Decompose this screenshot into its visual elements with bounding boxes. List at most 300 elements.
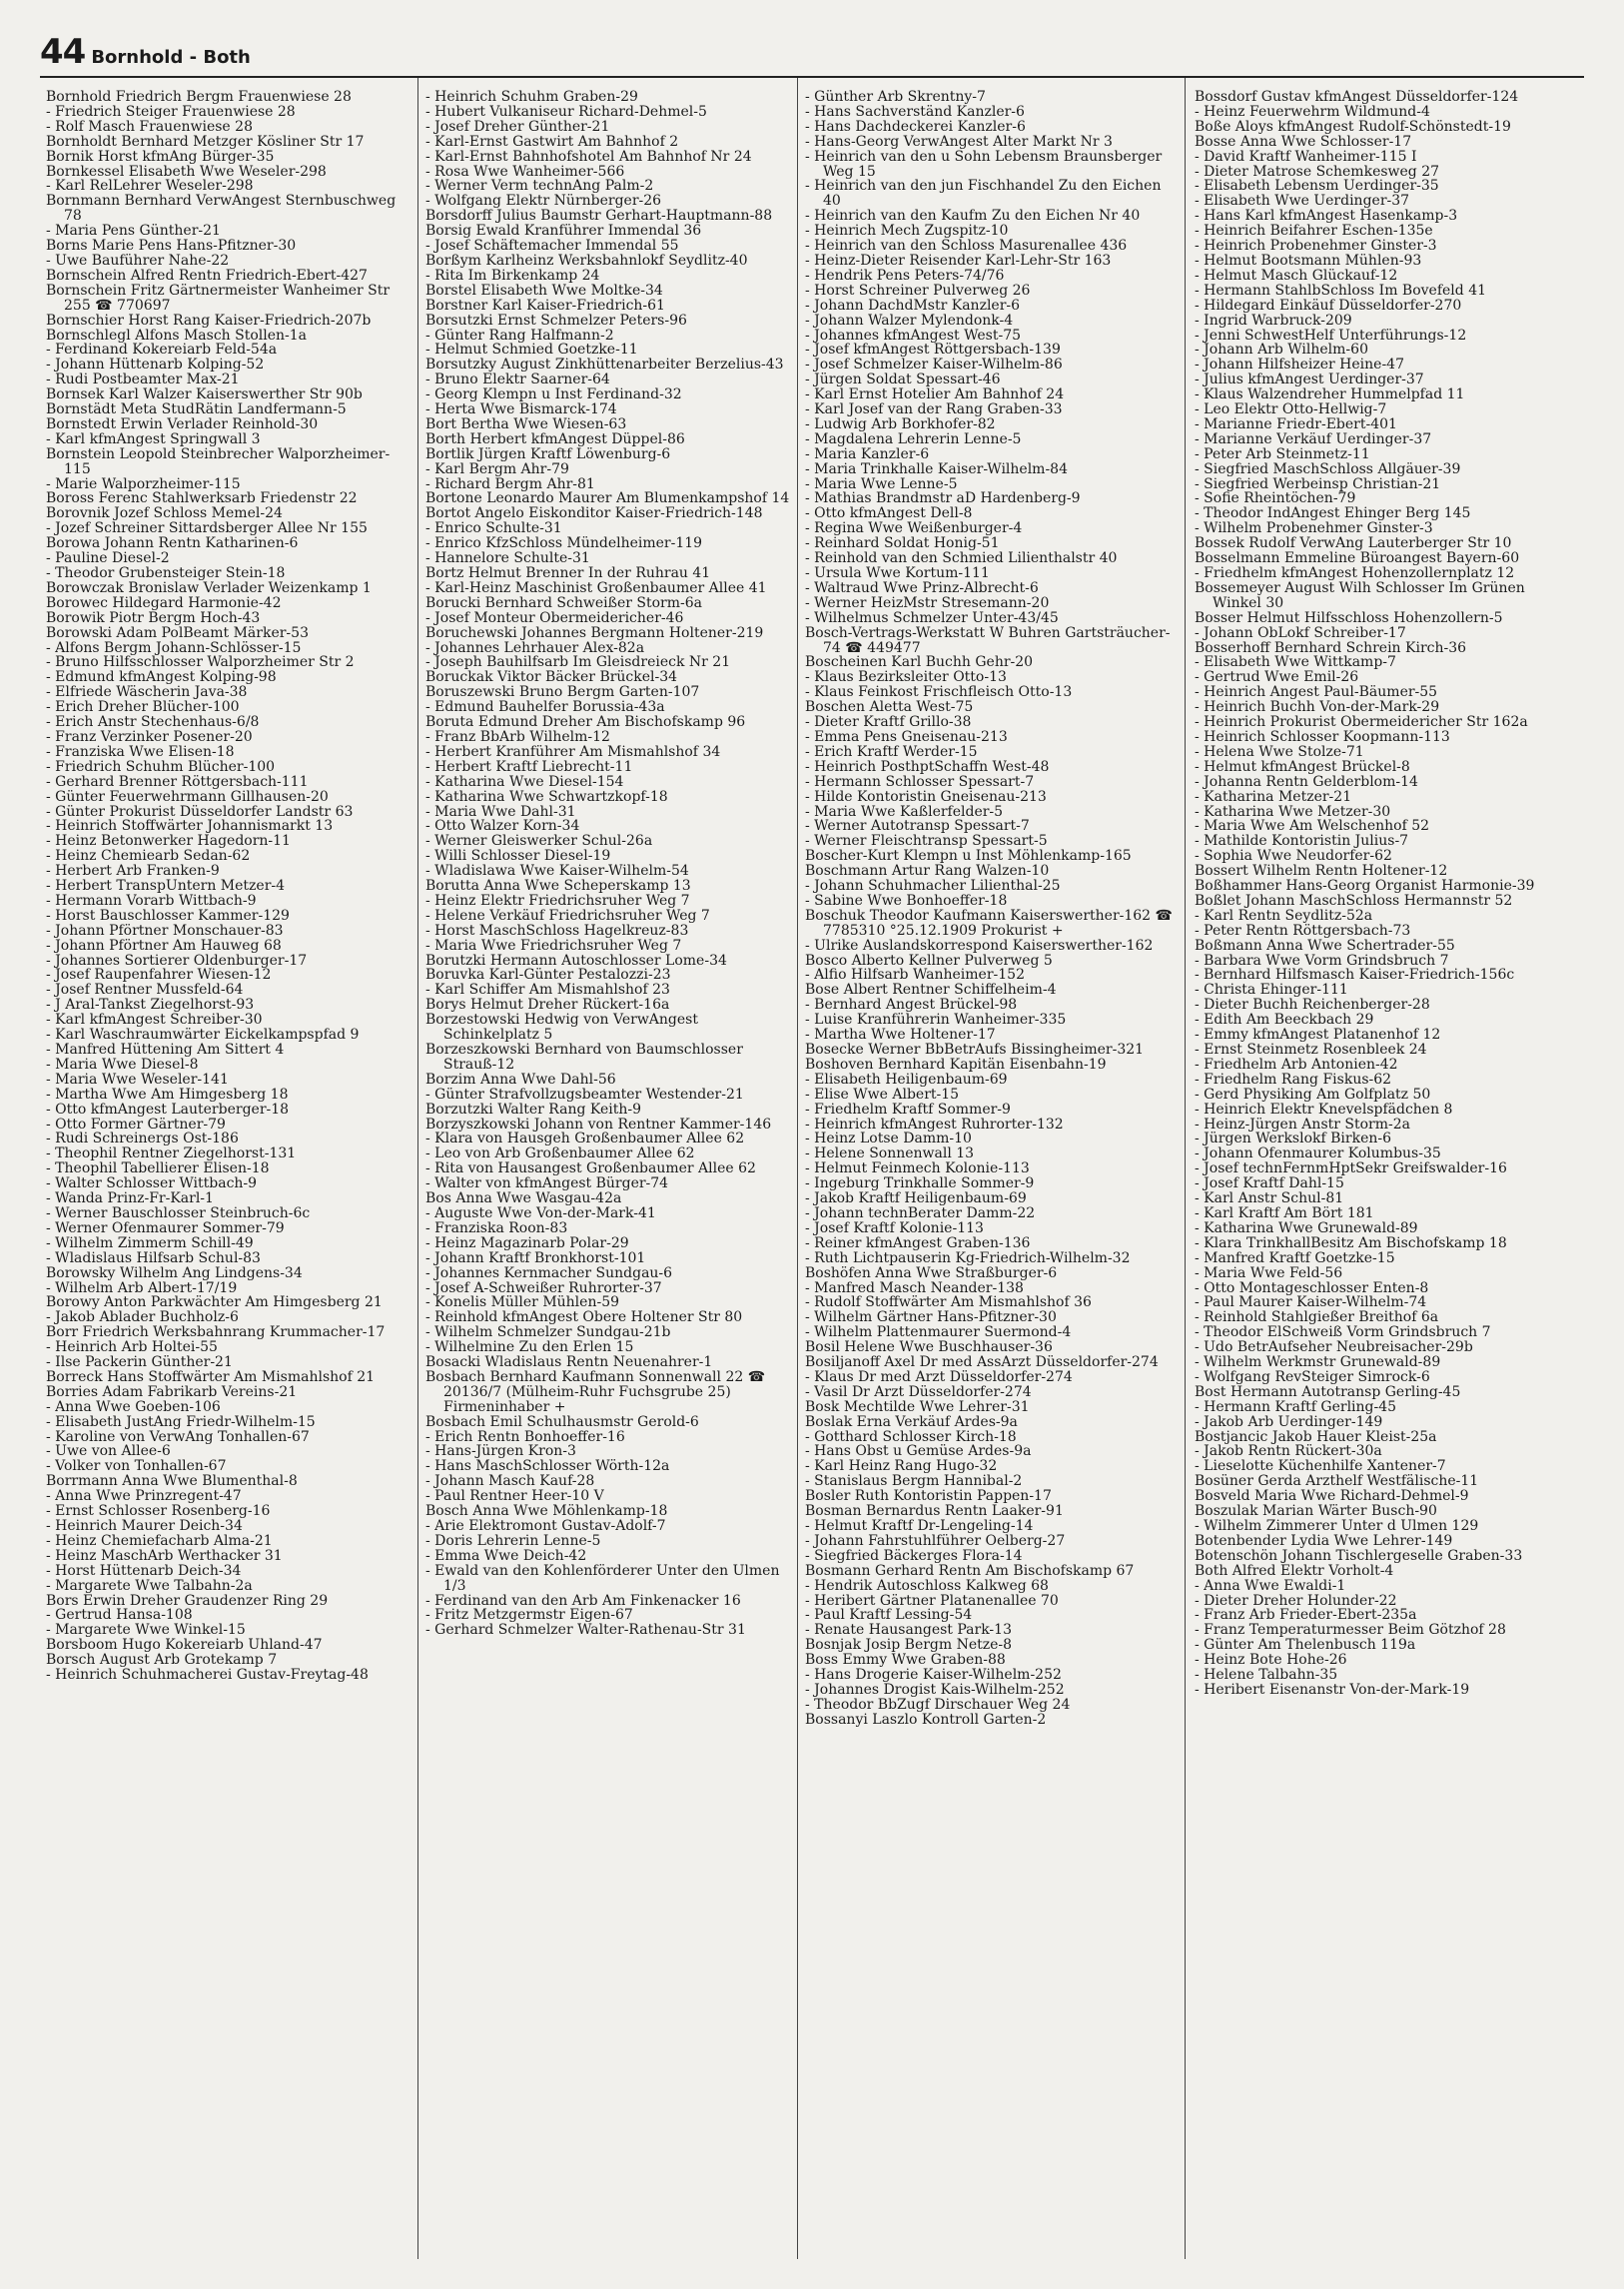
directory-entry: - Hannelore Schulte-31 (425, 550, 590, 567)
directory-entry: Bornstädt Meta StudRätin Landfermann-5 (46, 401, 347, 418)
directory-entry: - Johann Arb Wilhelm-60 (1195, 342, 1368, 359)
directory-entry: Borsch August Arb Grotekamp 7 (46, 1652, 278, 1669)
directory-entry: - Manfred Kraftf Goetzke-15 (1195, 1249, 1395, 1266)
directory-entry: Bosveld Maria Wwe Richard-Dehmel-9 (1195, 1488, 1469, 1505)
directory-entry: - Johann Pförtner Am Hauweg 68 (46, 937, 282, 954)
directory-entry: Boschen Aletta West-75 (805, 699, 974, 716)
directory-entry: - Josef Monteur Obermeidericher-46 (425, 609, 684, 626)
directory-entry: - Werner Verm technAng Palm-2 (425, 178, 654, 195)
directory-entry: - Horst MaschSchloss Hagelkreuz-83 (425, 922, 689, 939)
directory-entry: - Waltraud Wwe Prinz-Albrecht-6 (805, 579, 1039, 596)
directory-entry: - Maria Wwe Diesel-8 (46, 1056, 199, 1073)
directory-entry: - Josef kfmAngest Röttgersbach-139 (805, 342, 1061, 359)
directory-entry: - Erich Kraftf Werder-15 (805, 743, 978, 760)
directory-entry: - Maria Wwe Feld-56 (1195, 1264, 1343, 1281)
directory-entry: - Heinz Lotse Damm-10 (805, 1131, 972, 1147)
directory-entry: - Manfred Masch Neander-138 (805, 1279, 1024, 1296)
directory-entry: Borzyszkowski Johann von Rentner Kammer-146 (425, 1116, 772, 1133)
directory-entry: - Elise Wwe Albert-15 (805, 1086, 960, 1103)
directory-entry: - Erich Rentn Bonhoeffer-16 (425, 1428, 625, 1445)
directory-entry: Borutzki Hermann Autoschlosser Lome-34 (425, 952, 727, 969)
directory-entry: - Heinrich PosthptSchaffn West-48 (805, 758, 1050, 775)
directory-entry: - Marianne Verkäuf Uerdinger-37 (1195, 430, 1432, 447)
directory-entry: - Friedhelm Rang Fiskus-62 (1195, 1071, 1392, 1088)
directory-entry: - Katharina Wwe Grunewald-89 (1195, 1219, 1418, 1236)
directory-entry: - Edmund kfmAngest Kolping-98 (46, 669, 277, 686)
directory-entry: - Otto Montageschlosser Enten-8 (1195, 1279, 1429, 1296)
directory-entry: - Werner Autotransp Spessart-7 (805, 818, 1030, 835)
directory-entry: Boscher-Kurt Klempn u Inst Möhlenkamp-165 (805, 848, 1132, 865)
directory-entry: Borrmann Anna Wwe Blumenthal-8 (46, 1473, 298, 1490)
directory-entry: - Heinrich Elektr Knevelspfädchen 8 (1195, 1101, 1453, 1118)
directory-entry: - Franziska Roon-83 (425, 1219, 568, 1236)
directory-entry: - Franz Temperaturmesser Beim Götzhof 28 (1195, 1622, 1506, 1639)
directory-entry: Bossek Rudolf VerwAng Lauterberger Str 10 (1195, 535, 1512, 552)
directory-entry: Bossanyi Laszlo Kontroll Garten-2 (805, 1711, 1047, 1728)
directory-entry: - Karl Ernst Hotelier Am Bahnhof 24 (805, 386, 1065, 403)
directory-entry: - Luise Kranführerin Wanheimer-335 (805, 1012, 1067, 1029)
directory-entry: - Reiner kfmAngest Graben-136 (805, 1234, 1031, 1251)
directory-entry: - Edmund Bauhelfer Borussia-43a (425, 699, 665, 716)
directory-entry: - Maria Wwe Lenne-5 (805, 475, 958, 492)
directory-entry: - Maria Wwe Dahl-31 (425, 803, 576, 820)
directory-entry: - Johann Kraftf Bronkhorst-101 (425, 1249, 646, 1266)
directory-entry: Boscheinen Karl Buchh Gehr-20 (805, 654, 1034, 671)
directory-entry: - Bruno Elektr Saarner-64 (425, 372, 610, 388)
directory-entry: - Leo von Arb Großenbaumer Allee 62 (425, 1145, 695, 1162)
directory-entry: - Katharina Metzer-21 (1195, 788, 1352, 805)
directory-entry: - Wilhelm Probenehmer Ginster-3 (1195, 520, 1433, 537)
column-divider (797, 78, 798, 2259)
directory-entry: - Josef Rentner Mussfeld-64 (46, 982, 244, 999)
directory-entry: Bose Albert Rentner Schiffelheim-4 (805, 982, 1057, 999)
directory-entry: - Heinz Betonwerker Hagedorn-11 (46, 833, 291, 850)
directory-entry: - Horst Hüttenarb Deich-34 (46, 1562, 242, 1579)
directory-entry: - Bruno Hilfsschlosser Walporzheimer Str 2 (46, 654, 355, 671)
directory-entry: - Herta Wwe Bismarck-174 (425, 401, 617, 418)
directory-entry: - Emma Pens Gneisenau-213 (805, 728, 1008, 745)
directory-entry: - Jakob Kraftf Heiligenbaum-69 (805, 1190, 1027, 1207)
directory-entry: Borowczak Bronislaw Verlader Weizenkamp 1 (46, 579, 372, 596)
directory-entry: - Johann Ofenmaurer Kolumbus-35 (1195, 1145, 1441, 1162)
directory-entry: - Friedrich Steiger Frauenwiese 28 (46, 103, 296, 120)
directory-entry: - Herbert Arb Franken-9 (46, 863, 220, 880)
directory-entry: - Dieter Buchh Reichenberger-28 (1195, 997, 1430, 1014)
directory-entry: - Karl-Ernst Bahnhofshotel Am Bahnhof Nr 24 (425, 148, 752, 165)
directory-entry: - Josef Kraftf Dahl-15 (1195, 1175, 1344, 1192)
directory-entry: - Hendrik Pens Peters-74/76 (805, 267, 1005, 284)
directory-entry: - Marie Walporzheimer-115 (46, 475, 241, 492)
directory-column-3 (805, 90, 1175, 1728)
directory-entry: - Ferdinand van den Arb Am Finkenacker 16 (425, 1592, 741, 1609)
directory-entry: Borreck Hans Stoffwärter Am Mismahlshof 21 (46, 1368, 376, 1385)
directory-entry: - Margarete Wwe Talbahn-2a (46, 1577, 253, 1594)
directory-entry: - Franziska Wwe Elisen-18 (46, 743, 235, 760)
directory-entry: - Otto kfmAngest Lauterberger-18 (46, 1101, 290, 1118)
directory-entry: - Karl-Heinz Maschinist Großenbaumer Allee 41 (425, 579, 767, 596)
directory-entry: - Hildegard Einkäuf Düsseldorfer-270 (1195, 297, 1462, 314)
directory-entry: - Theodor Grubensteiger Stein-18 (46, 565, 286, 581)
directory-entry: Bosk Mechtilde Wwe Lehrer-31 (805, 1398, 1030, 1415)
directory-entry: - Elfriede Wäscherin Java-38 (46, 684, 248, 701)
directory-entry: - Vasil Dr Arzt Düsseldorfer-274 (805, 1383, 1032, 1400)
directory-entry: - Theophil Tabellierer Elisen-18 (46, 1160, 270, 1177)
directory-entry: - Maria Wwe Weseler-141 (46, 1071, 229, 1088)
directory-entry: - Johann ObLokf Schreiber-17 (1195, 624, 1406, 641)
directory-entry: - Auguste Wwe Von-der-Mark-41 (425, 1204, 656, 1221)
directory-entry: - Elisabeth Heiligenbaum-69 (805, 1071, 1008, 1088)
directory-entry: - Leo Elektr Otto-Hellwig-7 (1195, 401, 1387, 418)
directory-entry: - Günther Arb Skrentny-7 (805, 90, 986, 105)
directory-entry: - Regina Wwe Weißenburger-4 (805, 520, 1023, 537)
directory-entry: Boschmann Artur Rang Walzen-10 (805, 863, 1050, 880)
directory-entry: - Jozef Schreiner Sittardsberger Allee Nr 155 (46, 520, 368, 537)
directory-entry: - Reinhold kfmAngest Obere Holtener Str 80 (425, 1309, 743, 1326)
directory-entry: - Friedhelm Kraftf Sommer-9 (805, 1101, 1011, 1118)
directory-entry: - Reinhard Soldat Honig-51 (805, 535, 1000, 552)
directory-entry: - Josef technFernmHptSekr Greifswalder-16 (1195, 1160, 1507, 1177)
directory-entry: - Magdalena Lehrerin Lenne-5 (805, 430, 1022, 447)
directory-entry: - Josef A-Schweißer Ruhrorter-37 (425, 1279, 662, 1296)
directory-entry: Bornsek Karl Walzer Kaiserswerther Str 90b (46, 386, 363, 403)
directory-entry: - Helmut Bootsmann Mühlen-93 (1195, 252, 1422, 269)
directory-entry: - Georg Klempn u Inst Ferdinand-32 (425, 386, 682, 403)
directory-entry: - Konelis Müller Mühlen-59 (425, 1294, 620, 1311)
directory-entry: - Mathias Brandmstr aD Hardenberg-9 (805, 490, 1081, 507)
directory-entry: - Wilhelm Gärtner Hans-Pfitzner-30 (805, 1309, 1057, 1326)
directory-entry: - Karl Josef van der Rang Graben-33 (805, 401, 1063, 418)
page-header (40, 32, 251, 76)
directory-entry: - Siegfried Bäckerges Flora-14 (805, 1547, 1023, 1564)
directory-entry: - Heinz-Jürgen Anstr Storm-2a (1195, 1116, 1410, 1133)
directory-entry: - Heinz Chemiefacharb Alma-21 (46, 1532, 273, 1549)
directory-entry: - Sabine Wwe Bonhoeffer-18 (805, 892, 1008, 909)
directory-entry: - Hans Sachverständ Kanzler-6 (805, 103, 1025, 120)
directory-entry: Bosbach Bernhard Kaufmann Sonnenwall 22 ☎ 20136/7 (Mülheim-Ruhr Fuchsgrube 25) Firmeninhaber + (425, 1368, 766, 1415)
directory-entry: Bosserhoff Bernhard Schrein Kirch-36 (1195, 639, 1467, 656)
directory-entry: Borr Friedrich Werksbahnrang Krummacher-17 (46, 1324, 386, 1341)
directory-entry: - Martha Wwe Am Himgesberg 18 (46, 1086, 289, 1103)
directory-entry: Bors Erwin Dreher Graudenzer Ring 29 (46, 1592, 329, 1609)
directory-entry: Borowa Johann Rentn Katharinen-6 (46, 535, 299, 552)
directory-entry: - Maria Pens Günther-21 (46, 223, 221, 240)
directory-entry: - Theodor IndAngest Ehinger Berg 145 (1195, 505, 1471, 522)
directory-entry: - Johann DachdMstr Kanzler-6 (805, 297, 1021, 314)
directory-entry: - Margarete Wwe Winkel-15 (46, 1622, 246, 1639)
directory-entry: Borzeszkowski Bernhard von Baumschlosser Strauß-12 (425, 1042, 743, 1073)
directory-entry: Borovnik Jozef Schloss Memel-24 (46, 505, 283, 522)
directory-entry: - Johann Hilfsheizer Heine-47 (1195, 357, 1404, 374)
directory-entry: - Karl Heinz Rang Hugo-32 (805, 1458, 998, 1475)
directory-entry: - Heinz Feuerwehrm Wildmund-4 (1195, 103, 1430, 120)
directory-entry: Bossemeyer August Wilh Schlosser Im Grünen Winkel 30 (1195, 579, 1525, 611)
directory-entry: Borsutzki Ernst Schmelzer Peters-96 (425, 312, 687, 329)
directory-entry: - Karl kfmAngest Springwall 3 (46, 430, 261, 447)
directory-entry: - Jürgen Soldat Spessart-46 (805, 372, 1001, 388)
directory-entry: Botenschön Johann Tischlergeselle Graben-33 (1195, 1547, 1523, 1564)
directory-entry: Borowik Piotr Bergm Hoch-43 (46, 609, 261, 626)
directory-entry: - Elisabeth Wwe Wittkamp-7 (1195, 654, 1396, 671)
directory-entry: Bosselmann Emmeline Büroangest Bayern-60 (1195, 550, 1520, 567)
directory-entry: - Josef Schäftemacher Immendal 55 (425, 238, 679, 255)
directory-entry: Bortot Angelo Eiskonditor Kaiser-Friedrich-148 (425, 505, 763, 522)
directory-entry: - Helene Verkäuf Friedrichsruher Weg 7 (425, 907, 710, 924)
directory-entry: Bosco Alberto Kellner Pulverweg 5 (805, 952, 1053, 969)
directory-column-1 (46, 90, 415, 1683)
directory-entry: - Franz Verzinker Posener-20 (46, 728, 253, 745)
directory-entry: Borowec Hildegard Harmonie-42 (46, 594, 282, 611)
directory-entry: - Dieter Kraftf Grillo-38 (805, 714, 972, 731)
directory-entry: Bosse Anna Wwe Schlosser-17 (1195, 133, 1412, 150)
directory-entry: - Heinrich kfmAngest Ruhrorter-132 (805, 1116, 1064, 1133)
directory-entry: - Klara von Hausgeh Großenbaumer Allee 62 (425, 1131, 745, 1147)
directory-entry: Boße Aloys kfmAngest Rudolf-Schönstedt-19 (1195, 118, 1511, 135)
directory-entry: - Theodor ElSchweiß Vorm Grindsbruch 7 (1195, 1324, 1491, 1341)
directory-entry: Boross Ferenc Stahlwerksarb Friedenstr 22 (46, 490, 358, 507)
directory-entry: - Heinz MaschArb Werthacker 31 (46, 1547, 283, 1564)
directory-entry: - Karl-Ernst Gastwirt Am Bahnhof 2 (425, 133, 679, 150)
directory-entry: - Karl Waschraumwärter Eickelkampspfad 9 (46, 1027, 360, 1044)
directory-entry: - Maria Wwe Friedrichsruher Weg 7 (425, 937, 682, 954)
directory-entry: Botenbender Lydia Wwe Lehrer-149 (1195, 1532, 1453, 1549)
directory-entry: - Heinz-Dieter Reisender Karl-Lehr-Str 163 (805, 252, 1112, 269)
directory-entry: - Günter Am Thelenbusch 119a (1195, 1637, 1416, 1654)
directory-entry: - Wanda Prinz-Fr-Karl-1 (46, 1190, 214, 1207)
directory-entry: Boshöfen Anna Wwe Straßburger-6 (805, 1264, 1058, 1281)
directory-entry: - Hans Obst u Gemüse Ardes-9a (805, 1443, 1032, 1460)
directory-entry: - Helmut Feinmech Kolonie-113 (805, 1160, 1030, 1177)
directory-entry: Bosch Anna Wwe Möhlenkamp-18 (425, 1503, 668, 1520)
directory-entry: - Wladislaus Hilfsarb Schul-83 (46, 1249, 261, 1266)
directory-entry: - Wladislawa Wwe Kaiser-Wilhelm-54 (425, 863, 689, 880)
directory-entry: - Klaus Walzendreher Hummelpfad 11 (1195, 386, 1465, 403)
directory-entry: Bortlik Jürgen Kraftf Löwenburg-6 (425, 445, 671, 462)
page-number: 44 (40, 32, 86, 72)
directory-entry: - Enrico Schulte-31 (425, 520, 562, 537)
directory-entry: - Bernhard Hilfsmasch Kaiser-Friedrich-156c (1195, 967, 1515, 984)
directory-entry: - Karoline von VerwAng Tonhallen-67 (46, 1428, 310, 1445)
directory-entry: - Werner Fleischtransp Spessart-5 (805, 833, 1048, 850)
directory-entry: - Hermann StahlbSchloss Im Bovefeld 41 (1195, 282, 1487, 299)
directory-entry: - Horst Bauschlosser Kammer-129 (46, 907, 290, 924)
directory-entry: Borsutzky August Zinkhüttenarbeiter Berzelius-43 (425, 357, 784, 374)
directory-entry: Borowski Adam PolBeamt Märker-53 (46, 624, 309, 641)
directory-entry: - Otto kfmAngest Dell-8 (805, 505, 973, 522)
directory-entry: - Volker von Tonhallen-67 (46, 1458, 227, 1475)
directory-entry: - Erich Anstr Stechenhaus-6/8 (46, 714, 260, 731)
directory-entry: - Helmut kfmAngest Brückel-8 (1195, 758, 1410, 775)
directory-entry: - Hans-Jürgen Kron-3 (425, 1443, 576, 1460)
directory-entry: - Peter Arb Steinmetz-11 (1195, 445, 1370, 462)
directory-entry: Borsboom Hugo Kokereiarb Uhland-47 (46, 1637, 323, 1654)
directory-entry: - Katharina Wwe Diesel-154 (425, 773, 624, 790)
directory-entry: - Emma Wwe Deich-42 (425, 1547, 587, 1564)
directory-entry: Boruta Edmund Dreher Am Bischofskamp 96 (425, 714, 746, 731)
directory-entry: Boruchewski Johannes Bergmann Holtener-219 (425, 624, 764, 641)
directory-entry: - Karl kfmAngest Schreiber-30 (46, 1012, 263, 1029)
directory-entry: - Heinrich Buchh Von-der-Mark-29 (1195, 699, 1440, 716)
directory-entry: Borzestowski Hedwig von VerwAngest Schinkelplatz 5 (425, 1012, 698, 1044)
directory-entry: - Heinz Elektr Friedrichsruher Weg 7 (425, 892, 690, 909)
directory-entry: - Wilhelm Werkmstr Grunewald-89 (1195, 1354, 1441, 1371)
directory-entry: - Rita Im Birkenkamp 24 (425, 267, 600, 284)
directory-entry: - Renate Hausangest Park-13 (805, 1622, 1012, 1639)
directory-entry: - Karl Rentn Seydlitz-52a (1195, 907, 1373, 924)
directory-entry: Borßym Karlheinz Werksbahnlokf Seydlitz-40 (425, 252, 748, 269)
directory-entry: Both Alfred Elektr Vorholt-4 (1195, 1562, 1394, 1579)
directory-column-4 (1195, 90, 1564, 1698)
directory-entry: - Heinrich Mech Zugspitz-10 (805, 223, 1009, 240)
directory-entry: - Ruth Lichtpauserin Kg-Friedrich-Wilhelm-32 (805, 1249, 1131, 1266)
directory-entry: Boruvka Karl-Günter Pestalozzi-23 (425, 967, 671, 984)
directory-entry: Bornstein Leopold Steinbrecher Walporzheimer-115 (46, 445, 391, 477)
directory-entry: - Heinz Chemiearb Sedan-62 (46, 848, 251, 865)
directory-entry: - Ingrid Warbruck-209 (1195, 312, 1352, 329)
directory-entry: - Johann Walzer Mylendonk-4 (805, 312, 1014, 329)
directory-entry: Bornkessel Elisabeth Wwe Weseler-298 (46, 163, 327, 180)
directory-entry: - Walter Schlosser Wittbach-9 (46, 1175, 258, 1192)
directory-entry: - Otto Walzer Korn-34 (425, 818, 580, 835)
directory-entry: - Johannes kfmAngest West-75 (805, 327, 1022, 344)
directory-entry: - Barbara Wwe Vorm Grindsbruch 7 (1195, 952, 1449, 969)
directory-entry: - Hans Dachdeckerei Kanzler-6 (805, 118, 1026, 135)
directory-entry: - Wilhelm Zimmerm Schill-49 (46, 1234, 254, 1251)
directory-entry: Bornik Horst kfmAng Bürger-35 (46, 148, 275, 165)
directory-entry: Bostjancic Jakob Hauer Kleist-25a (1195, 1428, 1437, 1445)
directory-entry: - Ewald van den Kohlenförderer Unter den Ulmen 1/3 (425, 1562, 780, 1594)
directory-entry: - Manfred Hüttening Am Sittert 4 (46, 1042, 285, 1058)
directory-entry: - Walter von kfmAngest Bürger-74 (425, 1175, 669, 1192)
directory-entry: - Josef Dreher Günther-21 (425, 118, 610, 135)
directory-entry: - Klara TrinkhallBesitz Am Bischofskamp 18 (1195, 1234, 1507, 1251)
directory-entry: - Alfio Hilfsarb Wanheimer-152 (805, 967, 1025, 984)
directory-entry: - Johannes Lehrhauer Alex-82a (425, 639, 645, 656)
directory-entry: - Uwe Bauführer Nahe-22 (46, 252, 230, 269)
directory-entry: - Ferdinand Kokereiarb Feld-54a (46, 342, 278, 359)
directory-entry: Borstner Karl Kaiser-Friedrich-61 (425, 297, 665, 314)
directory-entry: - Karl Schiffer Am Mismahlshof 23 (425, 982, 670, 999)
directory-entry: - Günter Prokurist Düsseldorfer Landstr 63 (46, 803, 354, 820)
directory-entry: Bornschlegl Alfons Masch Stollen-1a (46, 327, 308, 344)
running-title: Bornhold - Both (91, 47, 251, 68)
directory-entry: - Hans Karl kfmAngest Hasenkamp-3 (1195, 208, 1458, 225)
directory-entry: - Rudolf Stoffwärter Am Mismahlshof 36 (805, 1294, 1092, 1311)
directory-entry: - Werner Gleiswerker Schul-26a (425, 833, 653, 850)
directory-entry: - Helena Wwe Stolze-71 (1195, 743, 1364, 760)
directory-entry: - Helmut Masch Glückauf-12 (1195, 267, 1398, 284)
directory-entry: Bost Hermann Autotransp Gerling-45 (1195, 1383, 1461, 1400)
directory-entry: - Hermann Kraftf Gerling-45 (1195, 1398, 1397, 1415)
directory-entry: Bosnjak Josip Bergm Netze-8 (805, 1637, 1013, 1654)
directory-entry: - Maria Wwe Am Welschenhof 52 (1195, 818, 1430, 835)
directory-entry: - Otto Former Gärtner-79 (46, 1116, 226, 1133)
directory-entry: Bosch-Vertrags-Werkstatt W Buhren Gartsträucher-74 ☎ 449477 (805, 624, 1171, 656)
directory-entry: Borzutzki Walter Rang Keith-9 (425, 1101, 642, 1118)
directory-entry: - Doris Lehrerin Lenne-5 (425, 1532, 601, 1549)
directory-entry: Boruszewski Bruno Bergm Garten-107 (425, 684, 700, 701)
directory-entry: - Hans-Georg VerwAngest Alter Markt Nr 3 (805, 133, 1113, 150)
directory-entry: Borucki Bernhard Schweißer Storm-6a (425, 594, 702, 611)
directory-entry: Boslak Erna Verkäuf Ardes-9a (805, 1413, 1018, 1430)
directory-entry: Bornstedt Erwin Verlader Reinhold-30 (46, 415, 319, 432)
directory-entry: - Christa Ehinger-111 (1195, 982, 1348, 999)
directory-entry: - Jakob Rentn Rückert-30a (1195, 1443, 1382, 1460)
directory-entry: - Reinhold van den Schmied Lilienthalstr 40 (805, 550, 1118, 567)
directory-entry: - Peter Rentn Röttgersbach-73 (1195, 922, 1411, 939)
directory-entry: - Heinrich Schlosser Koopmann-113 (1195, 728, 1450, 745)
directory-entry: Bosiljanoff Axel Dr med AssArzt Düsseldorfer-274 (805, 1354, 1159, 1371)
directory-entry: Bortz Helmut Brenner In der Ruhrau 41 (425, 565, 711, 581)
directory-entry: - Ludwig Arb Borkhofer-82 (805, 415, 996, 432)
directory-entry: Bosil Helene Wwe Buschhauser-36 (805, 1339, 1053, 1356)
directory-entry: - Paul Rentner Heer-10 V (425, 1488, 604, 1505)
directory-entry: Boruckak Viktor Bäcker Brückel-34 (425, 669, 678, 686)
directory-entry: Bornschier Horst Rang Kaiser-Friedrich-207b (46, 312, 372, 329)
directory-entry: - Heinrich Angest Paul-Bäumer-55 (1195, 684, 1438, 701)
directory-entry: - Klaus Feinkost Frischfleisch Otto-13 (805, 684, 1073, 701)
directory-entry: - Rita von Hausangest Großenbaumer Allee 62 (425, 1160, 756, 1177)
directory-entry: - Werner HeizMstr Stresemann-20 (805, 594, 1050, 611)
directory-entry: - Maria Trinkhalle Kaiser-Wilhelm-84 (805, 460, 1068, 477)
directory-entry: Bossert Wilhelm Rentn Holtener-12 (1195, 863, 1448, 880)
directory-entry: - Stanislaus Bergm Hannibal-2 (805, 1473, 1023, 1490)
directory-entry: - Heinrich van den u Sohn Lebensm Braunsberger Weg 15 (805, 148, 1163, 180)
directory-entry: Bosecke Werner BbBetrAufs Bissingheimer-321 (805, 1042, 1145, 1058)
directory-entry: - Friedrich Schuhm Blücher-100 (46, 758, 276, 775)
directory-entry: Boßmann Anna Wwe Schertrader-55 (1195, 937, 1455, 954)
directory-entry: Borowsky Wilhelm Ang Lindgens-34 (46, 1264, 303, 1281)
directory-entry: - Karl Anstr Schul-81 (1195, 1190, 1344, 1207)
directory-entry: Borsig Ewald Kranführer Immendal 36 (425, 223, 702, 240)
directory-entry: - Josef Kraftf Kolonie-113 (805, 1219, 984, 1236)
directory-column-2 (425, 90, 795, 1638)
directory-entry: Borzim Anna Wwe Dahl-56 (425, 1071, 616, 1088)
directory-entry: - Sofie Rheintöchen-79 (1195, 490, 1356, 507)
directory-entry: Borries Adam Fabrikarb Vereins-21 (46, 1383, 298, 1400)
directory-entry: - Johann Masch Kauf-28 (425, 1473, 595, 1490)
directory-entry: Bosmann Gerhard Rentn Am Bischofskamp 67 (805, 1562, 1135, 1579)
directory-entry: - Paul Maurer Kaiser-Wilhelm-74 (1195, 1294, 1427, 1311)
directory-entry: - Ilse Packerin Günther-21 (46, 1354, 233, 1371)
directory-entry: Bosüner Gerda Arzthelf Westfälische-11 (1195, 1473, 1479, 1490)
directory-entry: Bornhold Friedrich Bergm Frauenwiese 28 (46, 90, 352, 105)
directory-entry: - Heinrich Schuhmacherei Gustav-Freytag-48 (46, 1667, 369, 1683)
directory-entry: - Elisabeth JustAng Friedr-Wilhelm-15 (46, 1413, 316, 1430)
directory-entry: - Anna Wwe Goeben-106 (46, 1398, 221, 1415)
directory-entry: - Udo BetrAufseher Neubreisacher-29b (1195, 1339, 1473, 1356)
directory-entry: - Heinrich Prokurist Obermeidericher Str 162a (1195, 714, 1528, 731)
directory-entry: - Paul Kraftf Lessing-54 (805, 1607, 973, 1624)
directory-entry: - Helmut Kraftf Dr-Lengeling-14 (805, 1518, 1034, 1534)
directory-entry: - Gerhard Brenner Röttgersbach-111 (46, 773, 309, 790)
directory-entry: - Wilhelmus Schmelzer Unter-43/45 (805, 609, 1059, 626)
directory-entry: Borth Herbert kfmAngest Düppel-86 (425, 430, 685, 447)
directory-entry: - Rudi Postbeamter Max-21 (46, 372, 240, 388)
directory-entry: Bornschein Fritz Gärtnermeister Wanheimer Str 255 ☎ 770697 (46, 282, 391, 314)
directory-entry: - Günter Rang Halfmann-2 (425, 327, 614, 344)
directory-entry: Borys Helmut Dreher Rückert-16a (425, 997, 670, 1014)
directory-entry: - Uwe von Allee-6 (46, 1443, 171, 1460)
directory-entry: - Willi Schlosser Diesel-19 (425, 848, 611, 865)
directory-entry: Bosler Ruth Kontoristin Pappen-17 (805, 1488, 1052, 1505)
directory-entry: - Marianne Friedr-Ebert-401 (1195, 415, 1397, 432)
directory-entry: - Theophil Rentner Ziegelhorst-131 (46, 1145, 297, 1162)
directory-entry: - Heinrich Schuhm Graben-29 (425, 90, 638, 105)
directory-entry: - Fritz Metzgermstr Eigen-67 (425, 1607, 633, 1624)
directory-entry: - Franz BbArb Wilhelm-12 (425, 728, 610, 745)
directory-entry: - Heinrich Stoffwärter Johannismarkt 13 (46, 818, 334, 835)
directory-entry: - Gerhard Schmelzer Walter-Rathenau-Str 31 (425, 1622, 746, 1639)
